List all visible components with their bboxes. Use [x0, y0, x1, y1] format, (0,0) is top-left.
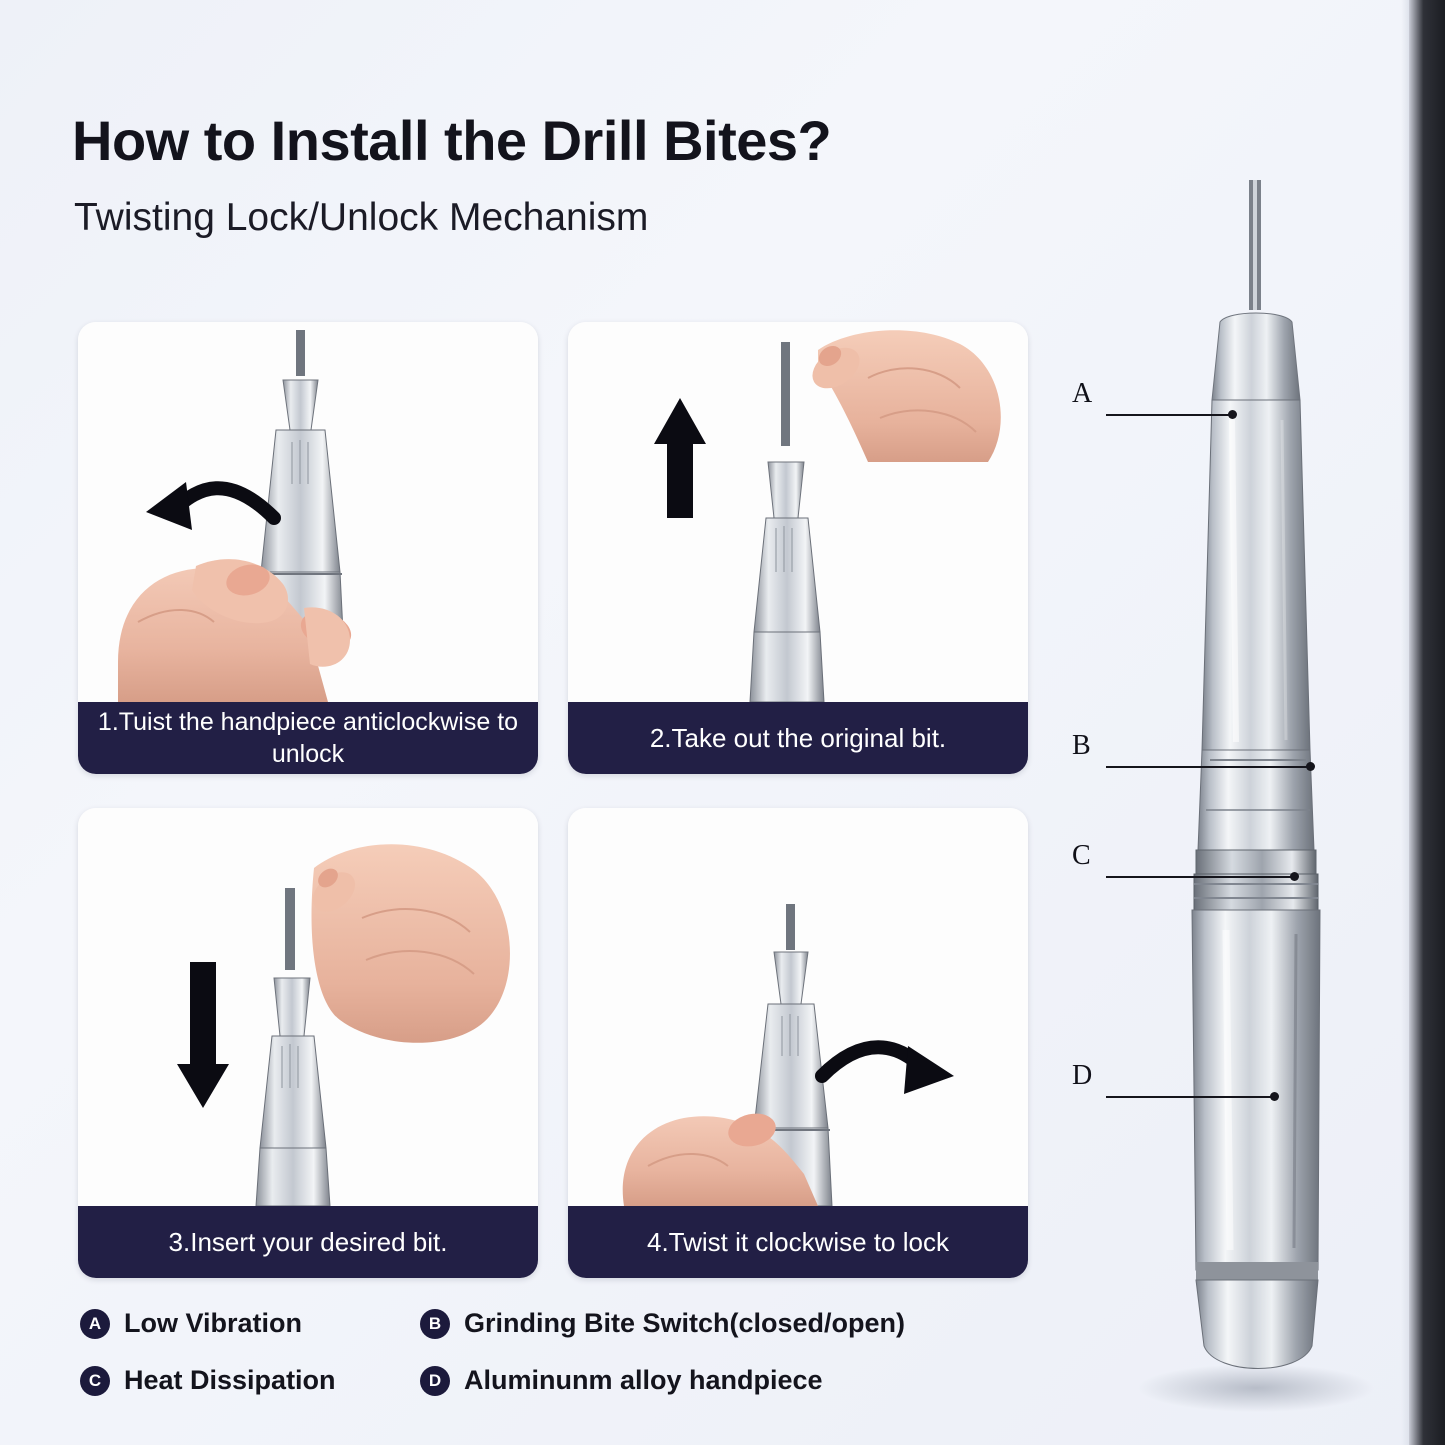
legend-item-b: [420, 1308, 905, 1339]
step-card-1: [78, 322, 538, 774]
legend-item-c: [80, 1365, 420, 1396]
step-4-caption: 4.Twist it clockwise to lock: [568, 1206, 1028, 1278]
legend-item-d: [420, 1365, 823, 1396]
callout-point-a: [1228, 410, 1237, 419]
callout-label-d: D: [1072, 1060, 1093, 1091]
step-1-photo: [78, 322, 538, 702]
handpiece-clockwise-illustration: [568, 808, 1028, 1206]
legend-row-2: [80, 1365, 1040, 1396]
step-card-2: [568, 322, 1028, 774]
callout-label-c: C: [1072, 840, 1091, 871]
legend-row-1: [80, 1308, 1040, 1339]
legend-item-a: [80, 1308, 420, 1339]
step-3-photo: [78, 808, 538, 1206]
step-2-caption: 2.Take out the original bit.: [568, 702, 1028, 774]
insert-bit-illustration: [78, 808, 538, 1206]
legend-badge-c-icon: C: [80, 1366, 110, 1396]
legend-badge-a-icon: A: [80, 1309, 110, 1339]
callout-leader-c: [1106, 876, 1294, 878]
product-diagram: [1060, 150, 1430, 1430]
callout-leader-d: [1106, 1096, 1274, 1098]
step-1-caption: 1.Tuist the handpiece anticlockwise to unlock: [78, 702, 538, 774]
remove-bit-illustration: [568, 322, 1028, 702]
page-subtitle: Twisting Lock/Unlock Mechanism: [74, 196, 649, 239]
legend-label-d: Aluminunm alloy handpiece: [464, 1365, 823, 1395]
step-4-photo: [568, 808, 1028, 1206]
callout-point-c: [1290, 872, 1299, 881]
callout-label-a: A: [1072, 378, 1093, 409]
legend-label-a: Low Vibration: [124, 1308, 303, 1338]
step-card-3: [78, 808, 538, 1278]
page-title: How to Install the Drill Bites?: [72, 109, 832, 172]
callout-label-b: B: [1072, 730, 1091, 761]
legend-badge-d-icon: D: [420, 1366, 450, 1396]
legend-badge-b-icon: B: [420, 1309, 450, 1339]
callout-point-d: [1270, 1092, 1279, 1101]
handpiece-product-image: [1060, 150, 1430, 1430]
callout-leader-b: [1106, 766, 1310, 768]
callout-leader-a: [1106, 414, 1232, 416]
step-2-photo: [568, 322, 1028, 702]
legend-label-b: Grinding Bite Switch(closed/open): [464, 1308, 906, 1338]
step-3-caption: 3.Insert your desired bit.: [78, 1206, 538, 1278]
handpiece-anticlockwise-illustration: [78, 322, 538, 702]
callout-point-b: [1306, 762, 1315, 771]
legend: [80, 1308, 1040, 1422]
legend-label-c: Heat Dissipation: [124, 1365, 336, 1395]
step-card-4: [568, 808, 1028, 1278]
